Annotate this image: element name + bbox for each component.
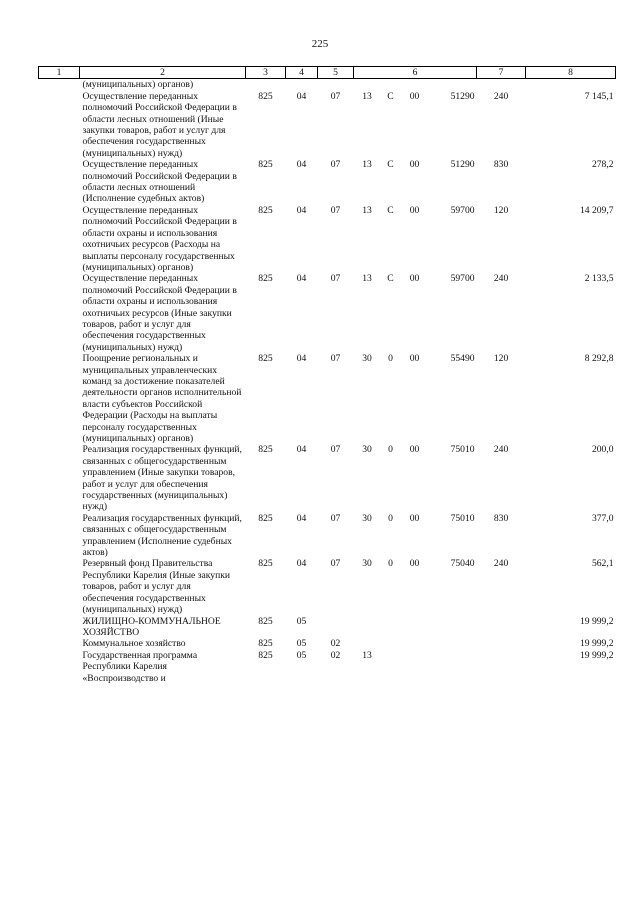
row-amount: 19 999,2 [579, 638, 614, 650]
row-admin-code: 825 [258, 90, 273, 102]
row-expense-type [477, 638, 526, 649]
row-section: 04 [296, 353, 307, 365]
row-subprogram [381, 638, 401, 649]
row-subsection: 02 [330, 649, 341, 661]
row-name: Коммунальное хозяйство [82, 638, 186, 650]
row-amount: 562,1 [591, 558, 614, 570]
row-name: Осуществление переданных полномочий Российской Федерации в области охраны и использования охотничьих ресурсов (Иные закупки товаров, работ и услуг для обеспечения государственных (муниципальных) нужд) [82, 273, 237, 353]
row-main-event [401, 616, 429, 639]
row-direction: 75010 [450, 444, 475, 456]
row-amount: 19 999,2 [579, 649, 614, 661]
row-direction [429, 616, 477, 639]
header-col-2: 2 [80, 67, 246, 79]
row-program: 30 [362, 558, 372, 570]
budget-table [38, 66, 616, 684]
row-admin-code: 825 [258, 444, 273, 456]
table-row [39, 205, 616, 273]
row-subprogram: С [387, 204, 394, 216]
row-direction [429, 650, 477, 684]
row-number-cell [39, 616, 80, 639]
row-subsection: 07 [330, 558, 341, 570]
table-row [39, 616, 616, 639]
row-section: 04 [296, 558, 307, 570]
row-direction: 59700 [450, 204, 475, 216]
row-main-event [401, 79, 429, 91]
row-number-cell [39, 513, 80, 559]
row-program: 13 [362, 90, 372, 102]
row-subsection: 02 [330, 638, 341, 650]
row-number-cell [39, 91, 80, 159]
row-program [354, 616, 381, 639]
header-col-3: 3 [246, 67, 286, 79]
header-col-8: 8 [526, 67, 616, 79]
row-expense-type: 240 [493, 558, 509, 570]
table-body [39, 79, 616, 684]
row-program: 30 [362, 512, 372, 524]
row-section: 04 [296, 512, 307, 524]
row-subprogram: 0 [388, 512, 393, 524]
table-row [39, 159, 616, 205]
page-number: 225 [311, 38, 329, 50]
row-amount: 200,0 [591, 444, 614, 456]
row-main-event: 00 [409, 273, 420, 285]
row-amount [526, 79, 616, 91]
row-main-event: 00 [409, 558, 420, 570]
row-number-cell [39, 353, 80, 444]
row-subprogram: С [387, 273, 394, 285]
row-subprogram: С [387, 90, 394, 102]
row-admin-code: 825 [258, 512, 273, 524]
row-program: 13 [362, 273, 372, 285]
header-col-5: 5 [318, 67, 354, 79]
row-subsection: 07 [330, 273, 341, 285]
row-admin-code: 825 [258, 159, 273, 171]
row-direction [429, 79, 477, 91]
row-main-event: 00 [409, 204, 420, 216]
header-col-1: 1 [39, 67, 80, 79]
row-direction: 51290 [450, 90, 475, 102]
row-admin-code: 825 [258, 204, 273, 216]
row-admin-code: 825 [258, 273, 273, 285]
row-subsection: 07 [330, 204, 341, 216]
row-section: 04 [296, 444, 307, 456]
row-subsection [318, 616, 354, 639]
row-direction: 75010 [450, 512, 475, 524]
row-program: 30 [362, 353, 372, 365]
row-expense-type: 240 [493, 444, 509, 456]
row-name: Поощрение региональных и муниципальных управленческих команд за достижение показателей деятельности органов исполнительной власти субъектов Российской Федерации (Расходы на выплаты персоналу государственных (муниципальных) органов) [82, 353, 242, 444]
row-subsection: 07 [330, 159, 341, 171]
row-program: 13 [362, 649, 372, 661]
row-admin-code: 825 [258, 353, 273, 365]
row-subprogram: 0 [388, 353, 393, 365]
row-number-cell [39, 205, 80, 273]
row-admin-code: 825 [258, 615, 273, 627]
row-subprogram [381, 79, 401, 91]
row-program [354, 638, 381, 649]
row-expense-type: 240 [493, 90, 509, 102]
row-expense-type [477, 79, 526, 91]
row-expense-type [477, 616, 526, 639]
row-main-event: 00 [409, 159, 420, 171]
row-admin-code [246, 79, 286, 91]
table-row [39, 638, 616, 649]
row-main-event: 00 [409, 512, 420, 524]
row-section: 05 [296, 649, 307, 661]
row-program: 30 [362, 444, 372, 456]
header-col-7: 7 [477, 67, 526, 79]
table-row [39, 91, 616, 159]
table-row [39, 273, 616, 353]
row-name: ЖИЛИЩНО-КОММУНАЛЬНОЕ ХОЗЯЙСТВО [82, 615, 221, 638]
row-admin-code: 825 [258, 638, 273, 650]
row-amount: 14 209,7 [579, 204, 614, 216]
row-direction: 51290 [450, 159, 475, 171]
row-main-event: 00 [409, 90, 420, 102]
row-number-cell [39, 444, 80, 512]
row-admin-code: 825 [258, 649, 273, 661]
row-name: Осуществление переданных полномочий Российской Федерации в области лесных отношений (Исполнение судебных актов) [82, 159, 237, 205]
row-main-event: 00 [409, 353, 420, 365]
row-section: 04 [296, 90, 307, 102]
row-main-event: 00 [409, 444, 420, 456]
row-program: 13 [362, 159, 372, 171]
table-row [39, 558, 616, 615]
row-number-cell [39, 650, 80, 684]
row-admin-code: 825 [258, 558, 273, 570]
row-name: Реализация государственных функций, связанных с общегосударственным управлением (Иные закупки товаров, работ и услуг для обеспечения государственных (муниципальных) нужд) [82, 444, 242, 513]
row-main-event [401, 650, 429, 684]
row-subprogram: С [387, 159, 394, 171]
row-name: Государственная программа Республики Карелия «Воспроизводство и [82, 649, 198, 684]
table-row [39, 353, 616, 444]
row-expense-type: 120 [493, 204, 509, 216]
row-expense-type [477, 650, 526, 684]
row-section: 04 [296, 273, 307, 285]
row-section: 04 [296, 204, 307, 216]
row-direction: 75040 [450, 558, 475, 570]
row-number-cell [39, 638, 80, 649]
row-name: (муниципальных) органов) [82, 79, 194, 91]
row-expense-type: 120 [493, 353, 509, 365]
row-section: 05 [296, 615, 307, 627]
row-name: Резервный фонд Правительства Республики Карелия (Иные закупки товаров, работ и услуг для обеспечения государственных (муниципальных) нужд) [82, 558, 231, 616]
row-main-event [401, 638, 429, 649]
row-subsection [318, 79, 354, 91]
row-name: Реализация государственных функций, связанных с общегосударственным управлением (Исполнение судебных актов) [82, 512, 242, 559]
header-col-4: 4 [286, 67, 318, 79]
row-direction: 59700 [450, 273, 475, 285]
table-row [39, 650, 616, 684]
row-subprogram: 0 [388, 444, 393, 456]
row-program [354, 79, 381, 91]
row-amount: 377,0 [591, 512, 614, 524]
table-row [39, 444, 616, 512]
row-name: Осуществление переданных полномочий Российской Федерации в области охраны и использования охотничьих ресурсов (Расходы на выплаты персоналу государственных (муниципальных) органов) [82, 204, 237, 273]
row-subprogram: 0 [388, 558, 393, 570]
row-number-cell [39, 273, 80, 353]
row-number-cell [39, 159, 80, 205]
row-subsection: 07 [330, 90, 341, 102]
row-name: Осуществление переданных полномочий Российской Федерации в области лесных отношений (Иные закупки товаров, работ и услуг для обеспечения государственных (муниципальных) нужд) [82, 90, 237, 159]
row-section: 04 [296, 159, 307, 171]
row-number-cell [39, 79, 80, 91]
row-expense-type: 830 [493, 159, 509, 171]
table-row [39, 79, 616, 91]
row-amount: 7 145,1 [584, 90, 614, 102]
header-row [39, 67, 616, 79]
row-amount: 2 133,5 [584, 273, 614, 285]
row-amount: 8 292,8 [584, 353, 614, 365]
row-section [286, 79, 318, 91]
row-number-cell [39, 558, 80, 615]
row-amount: 19 999,2 [579, 615, 614, 627]
row-subsection: 07 [330, 444, 341, 456]
row-subsection: 07 [330, 353, 341, 365]
header-col-6: 6 [354, 67, 477, 79]
row-amount: 278,2 [591, 159, 614, 171]
row-section: 05 [296, 638, 307, 650]
row-direction: 55490 [450, 353, 475, 365]
row-subprogram [381, 650, 401, 684]
row-direction [429, 638, 477, 649]
row-subsection: 07 [330, 512, 341, 524]
table-row [39, 513, 616, 559]
row-program: 13 [362, 204, 372, 216]
row-subprogram [381, 616, 401, 639]
row-expense-type: 240 [493, 273, 509, 285]
row-expense-type: 830 [493, 512, 509, 524]
